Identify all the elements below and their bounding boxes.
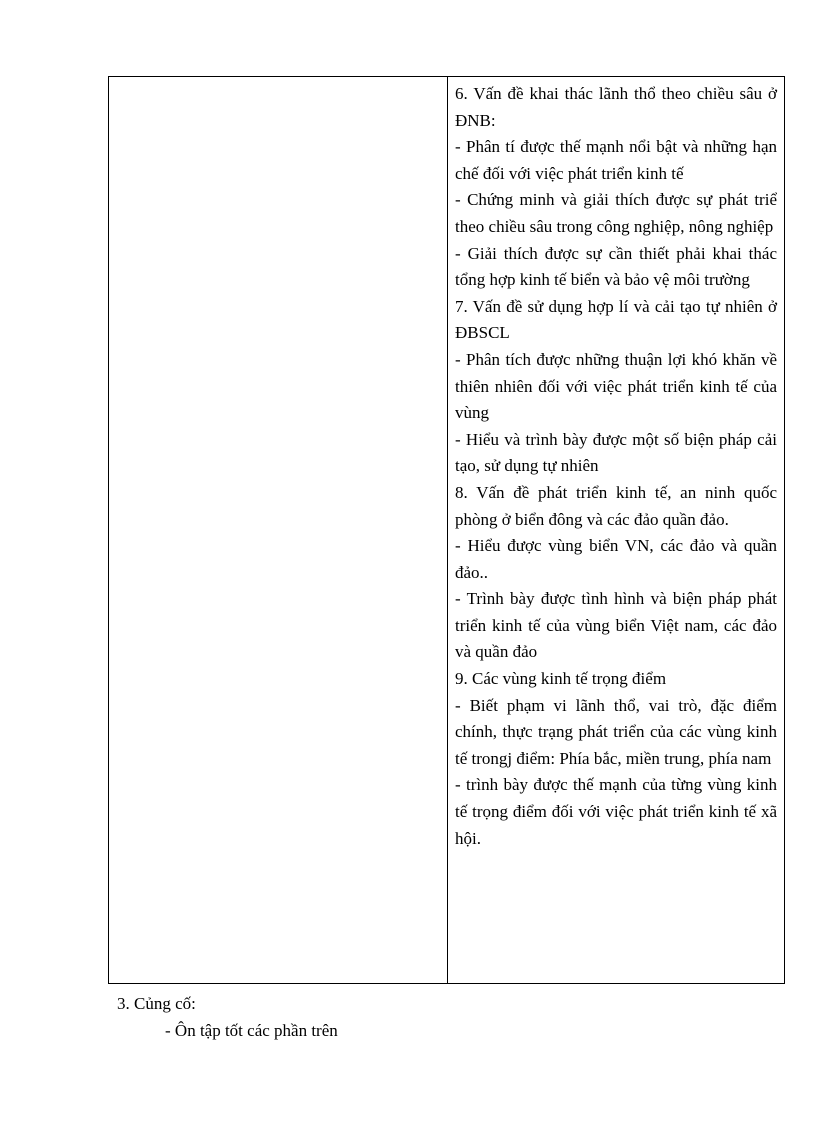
section-item: - Ôn tập tốt các phần trên (165, 1021, 338, 1040)
content-table (108, 76, 785, 984)
table-paragraph: - Hiểu được vùng biển VN, các đảo và quần đảo.. (455, 536, 777, 582)
consolidation-section (117, 990, 338, 1044)
table-paragraph: - Biết phạm vi lãnh thổ, vai trò, đặc điểm chính, thực trạng phát triển của các vùng kinh tế trongj điểm: Phía bắc, miền trung, phía nam (455, 695, 777, 768)
table-paragraph: 7. Vấn đề sử dụng hợp lí và cải tạo tự nhiên ở ĐBSCL (455, 296, 777, 343)
table-paragraph: - Phân tích được những thuận lợi khó khăn về thiên nhiên đối với việc phát triển kinh tế của vùng (455, 349, 777, 423)
section-heading: 3. Củng cố: (117, 994, 196, 1013)
table-paragraph: 6. Vấn đề khai thác lãnh thổ theo chiều sâu ở ĐNB: (455, 84, 777, 130)
table-paragraph: - Phân tí được thế mạnh nổi bật và những hạn chế đối với việc phát triển kinh tế (455, 137, 777, 183)
right-column (455, 81, 777, 852)
table-paragraph: - trình bày được thế mạnh của từng vùng kinh tế trọng điểm đối với việc phát triển kinh tế xã hội. (455, 775, 777, 848)
column-divider (447, 77, 448, 983)
table-paragraph: - Chứng minh và giải thích được sự phát triể theo chiều sâu trong công nghiệp, nông nghiệp (455, 190, 777, 236)
table-paragraph: - Trình bày được tình hình và biện pháp phát triển kinh tế của vùng biển Việt nam, các đảo và quần đảo (455, 589, 777, 662)
table-paragraph: 9. Các vùng kinh tế trọng điểm (455, 669, 667, 689)
table-paragraph: - Hiểu và trình bày được một số biện pháp cải tạo, sử dụng tự nhiên (455, 429, 777, 476)
table-paragraph: - Giải thích được sự cần thiết phải khai thác tổng hợp kinh tế biển và bảo vệ môi trường (455, 243, 777, 290)
table-paragraph: 8. Vấn đề phát triển kinh tế, an ninh quốc phòng ở biển đông và các đảo quần đảo. (455, 482, 777, 529)
